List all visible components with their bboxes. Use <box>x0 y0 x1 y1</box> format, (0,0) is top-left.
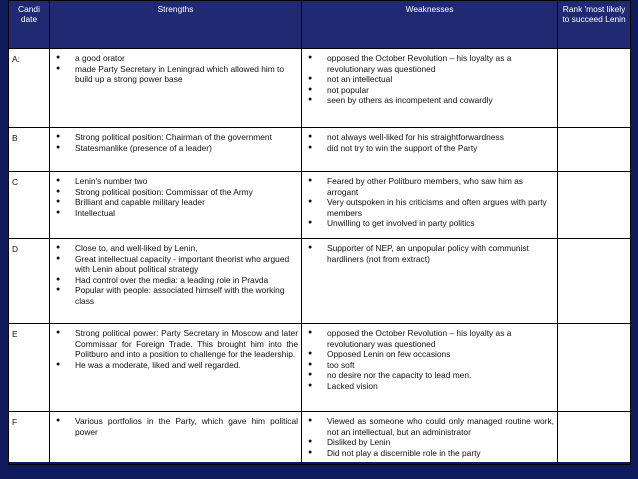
table-row <box>9 324 631 412</box>
strength-text: Intellectual <box>75 207 116 218</box>
weakness-list <box>305 53 554 106</box>
bullet-icon: ● <box>308 198 313 206</box>
bullet-icon: ● <box>56 244 61 251</box>
candidate-label: B <box>9 128 50 172</box>
weakness-item <box>305 416 554 437</box>
weakness-cell <box>302 49 558 128</box>
weakness-item <box>305 448 554 459</box>
table-row <box>9 412 631 465</box>
weakness-text: opposed the October Revolution – his loyalty as a revolutionary was questioned <box>327 328 512 349</box>
strength-cell <box>50 324 302 412</box>
rank-cell[interactable] <box>558 239 631 324</box>
strength-item <box>53 176 298 187</box>
bullet-icon: ● <box>56 275 61 283</box>
strength-text: Statesmanlike (presence of a leader) <box>75 142 212 153</box>
weakness-list <box>305 176 554 229</box>
weakness-text: Did not play a discernible role in the party <box>327 447 481 458</box>
bullet-icon: ● <box>308 143 313 151</box>
weakness-item <box>305 85 554 96</box>
strength-text: Strong political power: Party Secretary in Moscow and later Commissar for Foreign Trade. This brought him into the Politburo and into a position to challenge for the leadership. <box>75 328 298 360</box>
bullet-icon: ● <box>308 177 313 184</box>
bullet-icon: ● <box>308 75 313 83</box>
weakness-item <box>305 218 554 229</box>
weakness-item <box>305 328 554 349</box>
strength-cell <box>50 49 302 128</box>
bullet-icon: ● <box>56 360 61 368</box>
candidate-label: E <box>9 324 50 412</box>
strength-text: Brilliant and capable military leader <box>75 197 205 208</box>
table-row <box>9 49 631 128</box>
strength-text: Great intellectual capacity - important theorist who argued with Lenin about political strategy <box>75 253 290 275</box>
strength-list <box>53 243 298 307</box>
weakness-list <box>305 416 554 458</box>
strength-list <box>53 328 298 370</box>
table-row <box>9 239 631 324</box>
weakness-text: Unwilling to get involved in party politics <box>327 218 475 229</box>
strength-cell <box>50 412 302 465</box>
table-row <box>9 172 631 239</box>
strength-text: Popular with people: associated himself with the working class <box>75 285 285 306</box>
weakness-item <box>305 53 554 74</box>
strength-item <box>53 416 298 437</box>
strength-list <box>53 53 298 85</box>
bullet-icon: ● <box>308 438 313 446</box>
strength-item <box>53 275 298 286</box>
bullet-icon: ● <box>56 133 61 140</box>
strength-item <box>53 53 298 64</box>
weakness-text: seen by others as incompetent and cowardly <box>327 95 493 106</box>
bullet-icon: ● <box>308 381 313 389</box>
weakness-list <box>305 328 554 392</box>
weakness-text: Very outspoken in his criticisms and often argues with party members <box>327 197 547 218</box>
strength-text: He was a moderate, liked and well regarded. <box>75 359 241 370</box>
weakness-item <box>305 381 554 392</box>
bullet-icon: ● <box>308 96 313 104</box>
bullet-icon: ● <box>56 254 61 262</box>
weakness-text: not always well-liked for his straightforwardness <box>327 132 504 142</box>
rank-cell[interactable] <box>558 172 631 239</box>
strength-item <box>53 243 298 254</box>
weakness-item <box>305 349 554 360</box>
bullet-icon: ● <box>308 371 313 379</box>
weakness-list <box>305 243 554 264</box>
strength-text: made Party Secretary in Leningrad which allowed him to build up a strong power base <box>75 63 285 85</box>
candidate-label: F <box>9 412 50 465</box>
strength-list <box>53 132 298 153</box>
bullet-icon: ● <box>56 143 61 151</box>
strength-text: Close to, and well-liked by Lenin, <box>75 243 198 253</box>
strength-text: Strong political position: Chairman of the government <box>75 132 272 142</box>
bullet-icon: ● <box>308 133 313 140</box>
bullet-icon: ● <box>308 360 313 368</box>
bullet-icon: ● <box>56 208 61 216</box>
rank-cell[interactable] <box>558 49 631 128</box>
rank-cell[interactable] <box>558 324 631 412</box>
strength-text: Various portfolios in the Party, which gave him political power <box>75 416 298 437</box>
weakness-text: not an intellectual <box>327 74 393 85</box>
strength-item <box>53 143 298 154</box>
strength-list <box>53 416 298 437</box>
bullet-icon: ● <box>308 54 313 61</box>
strength-list <box>53 176 298 218</box>
strength-cell <box>50 128 302 172</box>
strength-cell <box>50 239 302 324</box>
weakness-cell <box>302 128 558 172</box>
weakness-item <box>305 243 554 264</box>
table-row <box>9 128 631 172</box>
strength-text: Had control over the media: a leading role in Pravda <box>75 274 269 285</box>
strength-item <box>53 187 298 198</box>
strength-text: a good orator <box>75 53 125 63</box>
weakness-list <box>305 132 554 153</box>
strength-text: Strong political position: Commissar of the Army <box>75 186 253 197</box>
strength-cell <box>50 172 302 239</box>
weakness-item <box>305 360 554 371</box>
strength-text: Lenin's number two <box>75 176 148 186</box>
weakness-cell <box>302 172 558 239</box>
weakness-text: did not try to win the support of the Party <box>327 142 478 153</box>
bullet-icon: ● <box>308 350 313 358</box>
weakness-text: no desire nor the capacity to lead men. <box>327 370 472 381</box>
bullet-icon: ● <box>56 417 61 424</box>
weakness-item <box>305 143 554 154</box>
header-row <box>9 1 631 49</box>
weakness-item <box>305 74 554 85</box>
candidate-label: A: <box>9 49 50 128</box>
bullet-icon: ● <box>56 54 61 61</box>
strength-item <box>53 197 298 208</box>
strength-item <box>53 328 298 360</box>
rank-cell[interactable] <box>558 412 631 465</box>
weakness-item <box>305 370 554 381</box>
bullet-icon: ● <box>308 85 313 93</box>
weakness-text: Supporter of NEP, an unpopular policy with communist hardliners (not from extract) <box>327 243 529 264</box>
bullet-icon: ● <box>56 187 61 195</box>
weakness-cell <box>302 239 558 324</box>
weakness-item <box>305 437 554 448</box>
weakness-text: Viewed as someone who could only managed routine work, not an intellectual, but an administrator <box>327 416 554 437</box>
bullet-icon: ● <box>56 329 61 336</box>
strength-item <box>53 254 298 275</box>
weakness-cell <box>302 324 558 412</box>
strength-item <box>53 64 298 85</box>
weakness-text: Feared by other Politburo members, who saw him as arrogant <box>327 176 523 197</box>
bullet-icon: ● <box>56 177 61 184</box>
weakness-text: Disliked by Lenin <box>327 437 391 448</box>
weakness-text: opposed the October Revolution – his loyalty as a revolutionary was questioned <box>327 53 512 74</box>
weakness-text: too soft <box>327 359 355 370</box>
weakness-item <box>305 197 554 218</box>
bullet-icon: ● <box>56 286 61 294</box>
header-strengths: Strengths <box>50 1 302 49</box>
header-candidate: Candi date <box>9 1 50 49</box>
candidate-table-sheet <box>8 0 630 462</box>
bullet-icon: ● <box>56 64 61 72</box>
bullet-icon: ● <box>308 329 313 336</box>
table-body <box>9 49 631 465</box>
weakness-item <box>305 95 554 106</box>
rank-cell[interactable] <box>558 128 631 172</box>
weakness-text: not popular <box>327 84 369 95</box>
candidate-label: C <box>9 172 50 239</box>
strength-item <box>53 132 298 143</box>
weakness-cell <box>302 412 558 465</box>
weakness-text: Opposed Lenin on few occasions <box>327 349 451 360</box>
strength-item <box>53 208 298 219</box>
bullet-icon: ● <box>56 198 61 206</box>
bullet-icon: ● <box>308 219 313 227</box>
candidate-label: D <box>9 239 50 324</box>
header-weaknesses: Weaknesses <box>302 1 558 49</box>
weakness-item <box>305 176 554 197</box>
candidate-table <box>8 0 631 465</box>
weakness-text: Lacked vision <box>327 380 378 391</box>
bullet-icon: ● <box>308 448 313 456</box>
weakness-item <box>305 132 554 143</box>
header-rank: Rank 'most likely to succeed Lenin <box>558 1 631 49</box>
strength-item <box>53 285 298 306</box>
bullet-icon: ● <box>308 417 313 424</box>
strength-item <box>53 360 298 371</box>
bullet-icon: ● <box>308 244 313 251</box>
